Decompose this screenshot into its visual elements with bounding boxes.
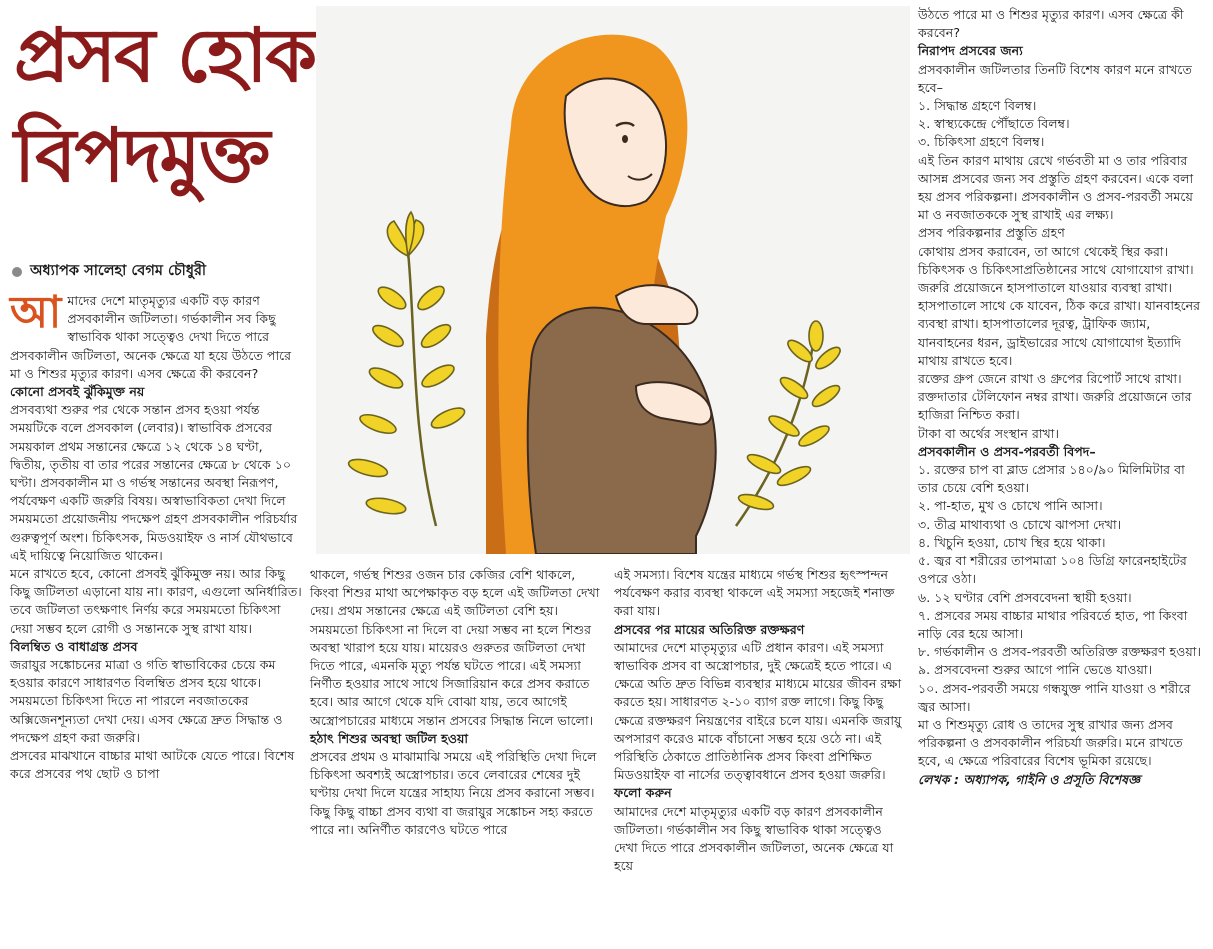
paragraph: উঠতে পারে মা ও শিশুর মৃত্যুর কারণ। এসব ক্ষেত্রে কী করবেন? <box>918 7 1184 41</box>
list-item: ১. রক্তের চাপ বা ব্লাড প্রেসার ১৪০/৯০ মিলিমিটার বা তার চেয়ে বেশি হওয়া। <box>918 462 1185 496</box>
paragraph: জরায়ুর সঙ্কোচনের মাত্রা ও গতি স্বাভাবিকের চেয়ে কম হওয়ার কারণে সাধারণত বিলম্বিত প্রসব হয়ে থাকে। সময়মতো চিকিৎসা দিতে না পারলে নবজাতকের অক্সিজেনশূন্যতা দেখা দেয়। এসব ক্ষেত্রে দ্রুত সিদ্ধান্ত ও পদক্ষেপ গ্রহণ করা জরুরি। <box>10 657 283 745</box>
list-item: ১০. প্রসব-পরবর্তী সময়ে গন্ধযুক্ত পানি যাওয়া ও শরীরে জ্বর আসা। <box>918 680 1191 714</box>
paragraph: কোথায় প্রসব করাবেন, তা আগে থেকেই স্থির করা। চিকিৎসক ও চিকিৎসাপ্রতিষ্ঠানের সাথে যোগাযোগ রাখা। <box>918 243 1194 277</box>
intro-paragraph: মাদের দেশে মাতৃমৃত্যুর একটি বড় কারণ প্রসবকালীন জটিলতা। গর্ভকালীন সব কিছু স্বাভাবিক থাকা সত্ত্বেও দেখা দিতে পারে প্রসবকালীন জটিলতা, অনেক ক্ষেত্রে যা হয়ে উঠতে পারে মা ও শিশুর মৃত্যুর কারণ। এসব ক্ষেত্রে কী করবেন? <box>10 293 292 381</box>
subheading-delayed-labour: বিলম্বিত ও বাধাগ্রস্ত প্রসব <box>10 638 138 654</box>
list-item: ৯. প্রসববেদনা শুরুর আগে পানি ভেঙে যাওয়া। <box>918 662 1153 678</box>
paragraph: এই তিন কারণ মাথায় রেখে গর্ভবতী মা ও তার পরিবার আসন্ন প্রসবের জন্য সব প্রস্তুতি গ্রহণ করবেন। একে বলা হয় প্রসব পরিকল্পনা। প্রসবকালীন ও প্রসব-পরবর্তী সময়ে মা ও নবজাতককে সুস্থ রাখাই এর লক্ষ্য। <box>918 152 1194 223</box>
paragraph: সময়মতো চিকিৎসা না দিলে বা দেয়া সম্ভব না হলে শিশুর অবস্থা খারাপ হয়ে যায়। মায়েরও গুরুতর জটিলতা দেখা দিতে পারে, এমনকি মৃত্যু পর্যন্ত ঘটতে পারে। এই সমস্যা নির্ণীত হওয়ার সাথে সাথে সিজারিয়ান করে প্রসব করাতে হবে। আর আগে থেকে যদি বোঝা যায়, তবে আগেই অস্ত্রোপচারের মাধ্যমে সন্তান প্রসবের সিদ্ধান্ত নিলে ভালো। <box>310 621 594 728</box>
paragraph: আমাদের দেশে মাতৃমৃত্যুর এটি প্রধান কারণ। এই সমস্যা স্বাভাবিক প্রসব বা অস্ত্রোপচার, দুই ক্ষেত্রেই হতে পারে। এ ক্ষেত্রে অতি দ্রুত বিভিন্ন ব্যবস্থার মাধ্যমে মায়ের জীবন রক্ষা করতে হয়। সাধারণত ২-১০ ব্যাগ রক্ত লাগে। কিছু কিছু ক্ষেত্রে রক্তক্ষরণ নিয়ন্ত্রণের বাইরে চলে যায়। এমনকি জরায়ু অপসারণ করেও মাকে বাঁচানো সম্ভব হয়ে ওঠে না। এই পরিস্থিতি ঠেকাতে প্রাতিষ্ঠানিক প্রসব কিংবা প্রশিক্ষিত মিডওয়াইফ বা নার্সের তত্ত্বাবধানে প্রসব হওয়া জরুরি। <box>614 639 902 783</box>
paragraph: প্রসবকালীন জটিলতার তিনটি বিশেষ কারণ মনে রাখতে হবে– <box>918 61 1192 95</box>
paragraph: হাসপাতালে সাথে কে যাবেন, ঠিক করে রাখা। যানবাহনের ব্যবস্থা রাখা। হাসপাতালের দূরত্ব, ট্রাফিক জ্যাম, যানবাহনের ধরন, ড্রাইভারের সাথে যোগাযোগ ইত্যাদি মাথায় রাখতে হবে। <box>918 298 1201 368</box>
paragraph: জরুরি প্রয়োজনে হাসপাতালে যাওয়ার ব্যবস্থা রাখা। <box>918 280 1173 296</box>
woman-figure-icon <box>486 35 716 554</box>
column-3 <box>614 566 904 875</box>
list-item: ৮. গর্ভকালীন ও প্রসব-পরবর্তী অতিরিক্ত রক্তক্ষরণ হওয়া। <box>918 644 1201 660</box>
list-item: ৩. তীব্র মাথাব্যথা ও চোখে ঝাপসা দেখা। <box>918 516 1122 532</box>
paragraph: রক্তের গ্রুপ জেনে রাখা ও গ্রুপের রিপোর্ট সাথে রাখা। রক্তদাতার টেলিফোন নম্বর রাখা। জরুরি প্রয়োজনে তার হাজিরা নিশ্চিত করা। <box>918 371 1192 423</box>
list-item: ৭. প্রসবের সময় বাচ্চার মাথার পরিবর্তে হাত, পা কিংবা নাড়ি বের হয়ে আসা। <box>918 607 1188 641</box>
headline-line-2: বিপদমুক্ত <box>14 113 269 199</box>
paragraph: প্রসবব্যথা শুরুর পর থেকে সন্তান প্রসব হওয়া পর্যন্ত সময়টিকে বলে প্রসবকাল (লেবার)। স্বাভাবিক প্রসবের সময়কাল প্রথম সন্তানের ক্ষেত্রে ১২ থেকে ১৪ ঘণ্টা, দ্বিতীয়, তৃতীয় বা তার পরের সন্তানের ক্ষেত্রে ৮ থেকে ১০ ঘণ্টা। প্রসবকালীন মা ও গর্ভস্থ সন্তানের অবস্থা নিরূপণ, পর্যবেক্ষণ একটি জরুরি বিষয়। অস্বাভাবিকতা দেখা দিলে সময়মতো প্রয়োজনীয় পদক্ষেপ গ্রহণ প্রসবকালীন পরিচর্যার গুরুত্বপূর্ণ অংশ। চিকিৎসক, মিডওয়াইফ ও নার্স যৌথভাবে এই দায়িত্বে নিয়োজিত থাকেন। <box>10 402 298 563</box>
paragraph: থাকলে, গর্ভস্থ শিশুর ওজন চার কেজির বেশি থাকলে, কিংবা শিশুর মাথা অপেক্ষাকৃত বড় হলে এই জটিলতা দেখা দেয়। প্রথম সন্তানের ক্ষেত্রে এই জটিলতা বেশি হয়। <box>310 567 600 619</box>
pregnant-woman-illustration <box>316 6 910 554</box>
column-4 <box>918 6 1204 789</box>
list-item: ৫. জ্বর বা শরীরের তাপমাত্রা ১০৪ ডিগ্রি ফারেনহাইটের ওপরে ওঠা। <box>918 553 1187 587</box>
paragraph: প্রসব পরিকল্পনার প্রস্তুতি গ্রহণ <box>918 225 1065 241</box>
list-item: ২. পা-হাত, মুখ ও চোখে পানি আসা। <box>918 498 1103 514</box>
list-item: ৪. খিচুনি হওয়া, চোখ স্থির হয়ে থাকা। <box>918 534 1106 550</box>
subheading-safe-delivery: নিরাপদ প্রসবের জন্য <box>918 43 1023 59</box>
byline-bullet-icon <box>12 267 22 277</box>
column-1 <box>10 287 302 783</box>
byline <box>12 260 206 284</box>
paragraph: মনে রাখতে হবে, কোনো প্রসবই ঝুঁকিমুক্ত নয়। আর কিছু কিছু জটিলতা এড়ানো যায় না। কারণ, এগুলো অনির্ধারিত। তবে জটিলতা তৎক্ষণাৎ নির্ণয় করে সময়মতো চিকিৎসা দেয়া সম্ভব হলে রোগী ও সন্তানকে সুস্থ রাখা যায়। <box>10 566 302 636</box>
headline-line-1: প্রসব হোক <box>14 13 316 99</box>
paragraph: প্রসবের মাঝখানে বাচ্চার মাথা আটকে যেতে পারে। বিশেষ করে প্রসবের পথ ছোট ও চাপা <box>10 748 295 782</box>
list-item: ২. স্বাস্থ্যকেন্দ্রে পৌঁছাতে বিলম্ব। <box>918 116 1070 132</box>
writer-credit: লেখক : অধ্যাপক, গাইনি ও প্রসূতি বিশেষজ্ঞ <box>918 771 1141 787</box>
list-item: ৩. চিকিৎসা গ্রহণে বিলম্ব। <box>918 134 1045 150</box>
paragraph: মা ও শিশুমৃত্যু রোধ ও তাদের সুস্থ রাখার জন্য প্রসব পরিকল্পনা ও প্রসবকালীন পরিচর্যা জরুরি। মনে রাখতে হবে, এ ক্ষেত্রে পরিবারের বিশেষ ভূমিকা রয়েছে। <box>918 716 1183 769</box>
subheading-dangers: প্রসবকালীন ও প্রসব-পরবর্তী বিপদ– <box>918 443 1096 459</box>
list-item: ১. সিদ্ধান্ত গ্রহণে বিলম্ব। <box>918 98 1037 114</box>
paragraph: এই সমস্যা। বিশেষ যন্ত্রের মাধ্যমে গর্ভস্থ শিশুর হৃৎস্পন্দন পর্যবেক্ষণ করার ব্যবস্থা থাকলে এই সমস্যা সহজেই শনাক্ত করা যায়। <box>614 567 895 619</box>
column-2 <box>310 566 600 839</box>
dropcap: আ <box>10 287 62 338</box>
subheading-postpartum-bleeding: প্রসবের পর মায়ের অতিরিক্ত রক্তক্ষরণ <box>614 621 805 637</box>
paragraph: টাকা বা অর্থের সংস্থান রাখা। <box>918 425 1059 441</box>
paragraph: প্রসবের প্রথম ও মাঝামাঝি সময়ে এই পরিস্থিতি দেখা দিলে চিকিৎসা অবশ্যই অস্ত্রোপচার। তবে লেবারের শেষের দুই ঘণ্টায় দেখা দিলে যন্ত্রের সাহায্য নিয়ে প্রসব করানো সম্ভব। কিছু কিছু বাচ্চা প্রসব ব্যথা বা জরায়ুর সঙ্কোচন সহ্য করতে পারে না। অনির্ণীত কারণেও ঘটতে পারে <box>310 749 597 837</box>
subheading-follow: ফলো করুন <box>614 785 672 801</box>
subheading-sudden-complication: হঠাৎ শিশুর অবস্থা জটিল হওয়া <box>310 730 469 746</box>
author-name: অধ্যাপক সালেহা বেগম চৌধুরী <box>30 263 207 279</box>
paragraph: আমাদের দেশে মাতৃমৃত্যুর একটি বড় কারণ প্রসবকালীন জটিলতা। গর্ভকালীন সব কিছু স্বাভাবিক থাকা সত্ত্বেও দেখা দিতে পারে প্রসবকালীন জটিলতা, অনেক ক্ষেত্রে যা হয়ে <box>614 803 894 874</box>
list-item: ৬. ১২ ঘণ্টার বেশি প্রসববেদনা স্থায়ী হওয়া। <box>918 589 1132 605</box>
subheading-no-risk-free: কোনো প্রসবই ঝুঁকিমুক্ত নয় <box>10 384 145 400</box>
